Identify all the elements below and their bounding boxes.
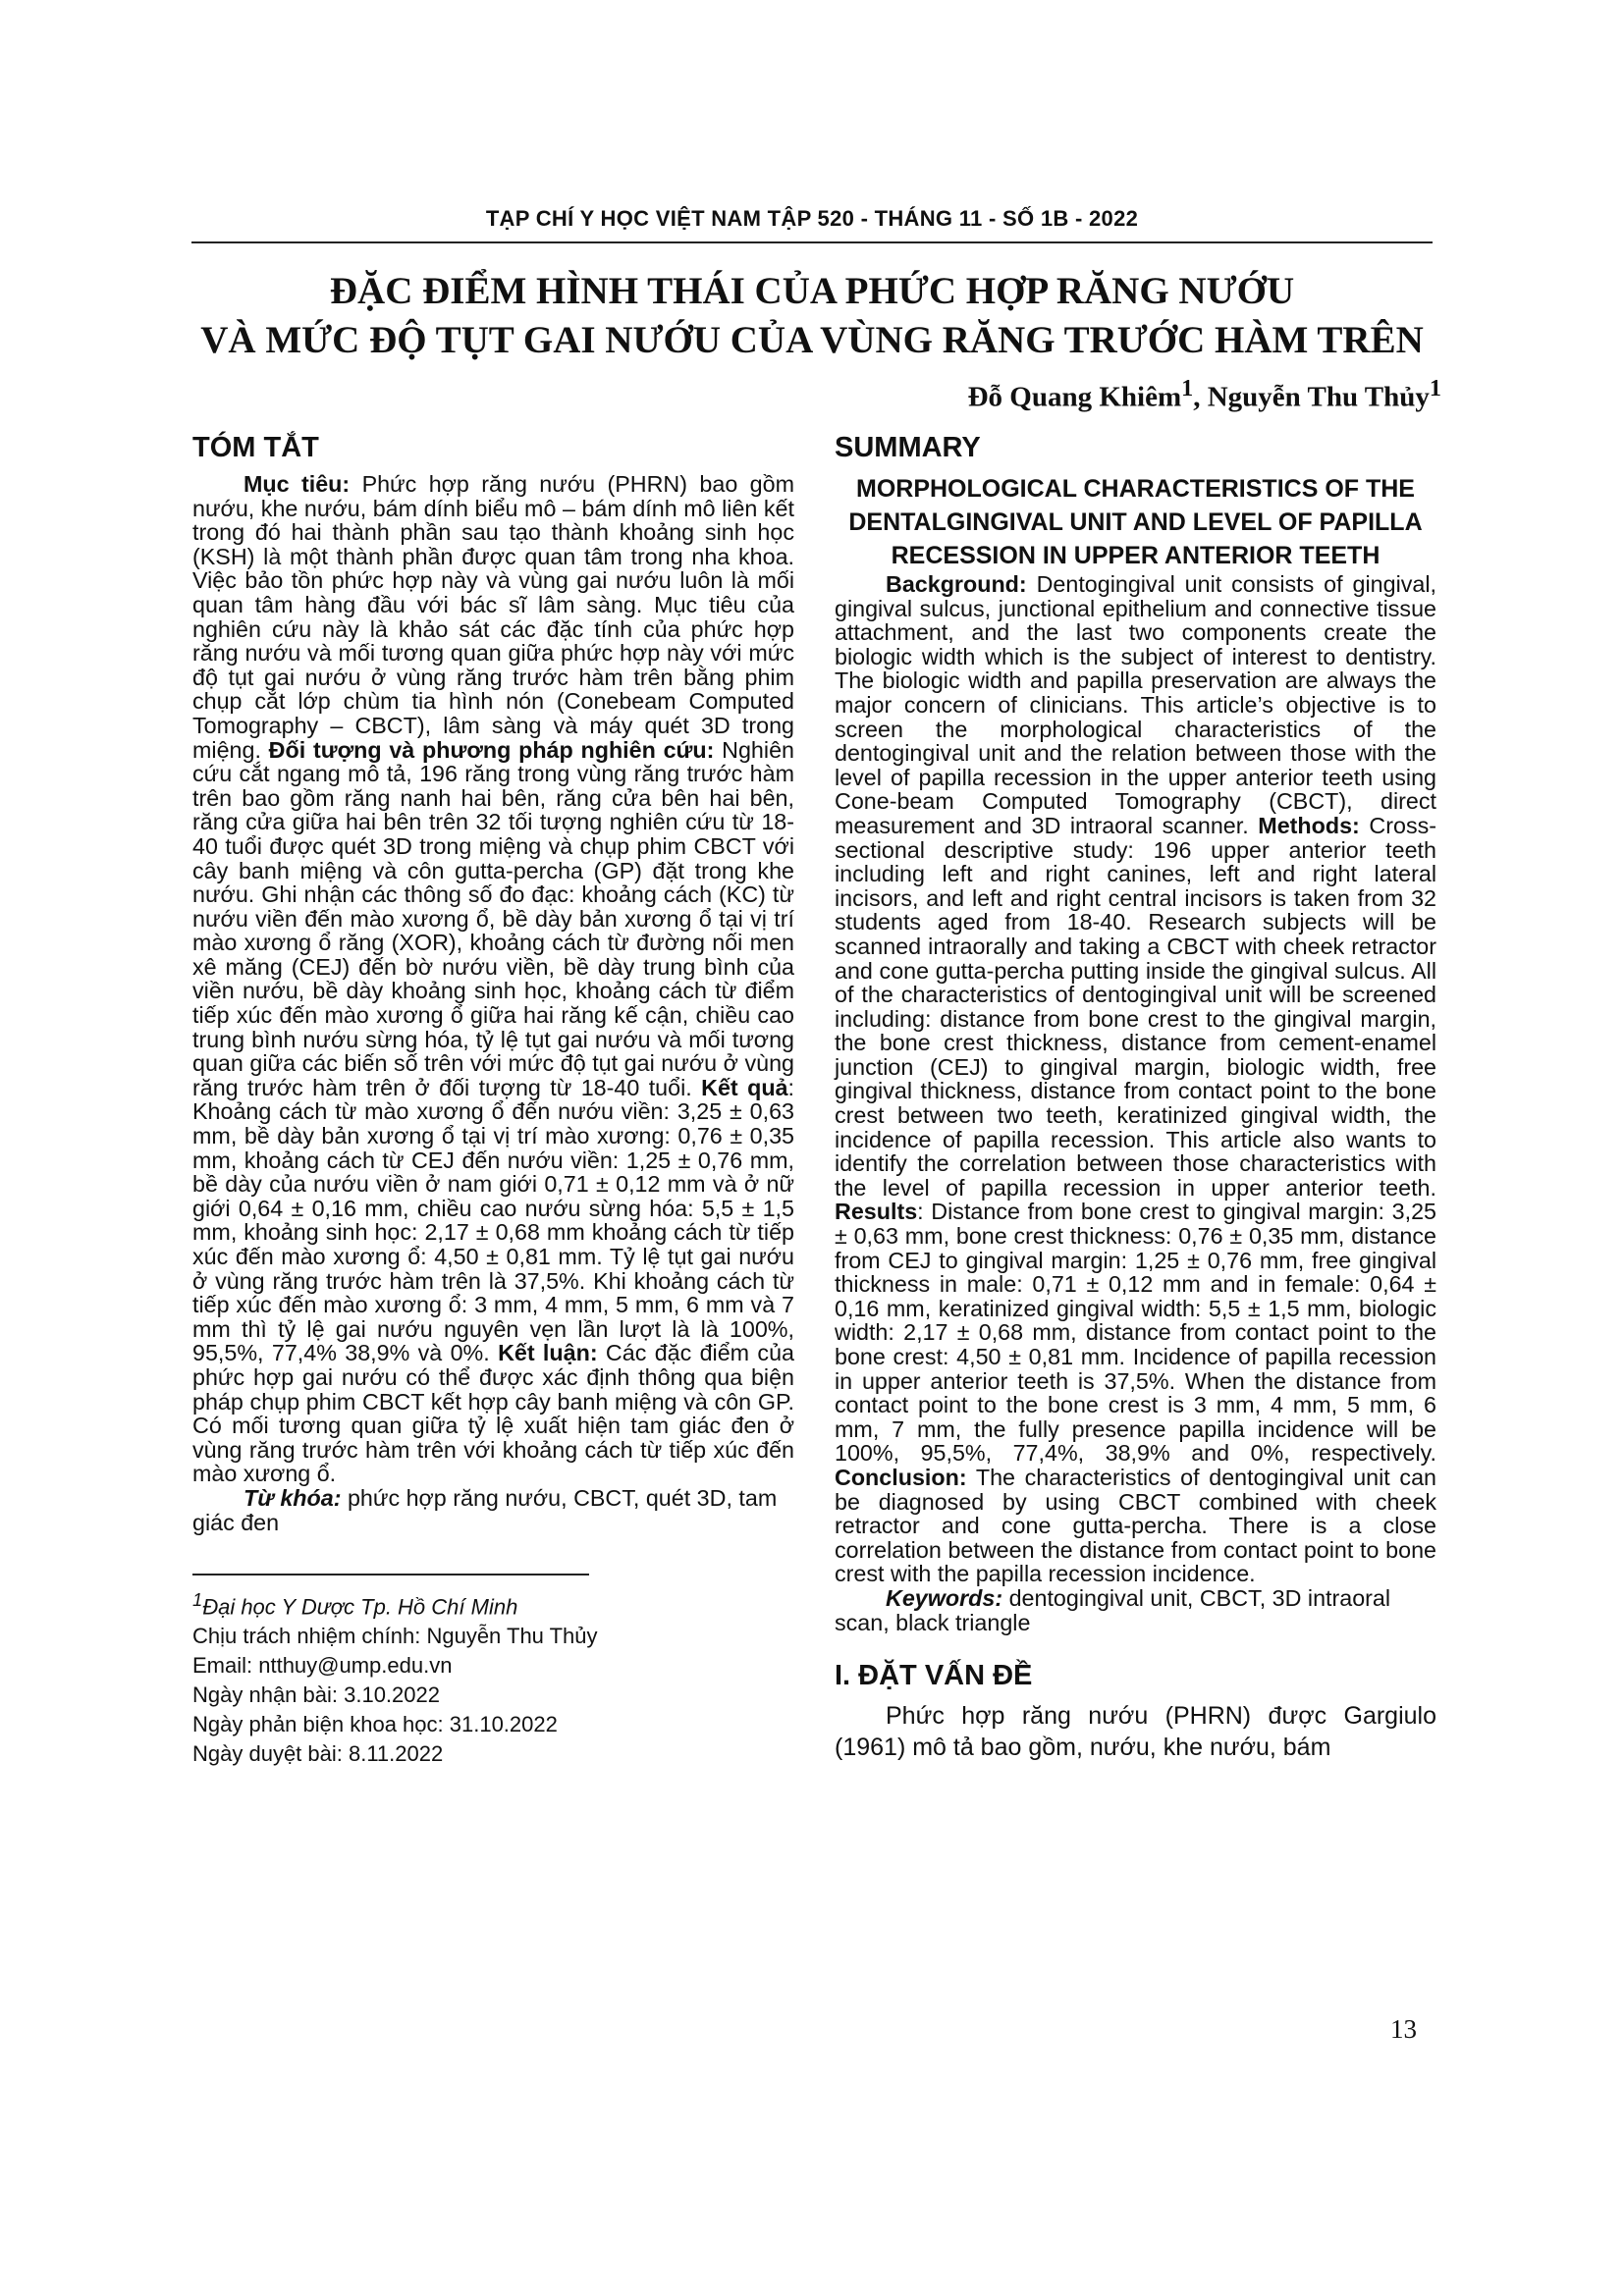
vi-methods-text: Nghiên cứu cắt ngang mô tả, 196 răng trong vùng răng trước hàm trên bao gồm răng nanh hai bên, răng cửa bên hai bên, răng cửa giữa hai bên trên 32 tối tượng nghiên cứu từ 18-40 tuổi được quét 3D trong miệng và chụp phim CBCT với cây banh miệng và côn gutta-percha (GP) đặt trong khe nướu. Ghi nhận các thông số đo đạc: khoảng cách (KC) từ nướu viền đến mào xương ổ, bề dày bản xương ổ tại vị trí mào xương ổ răng (XOR), khoảng cách từ đường nối men xê măng (CEJ) đến bờ nướu viền, bề dày trung bình của viền nướu, bề dày khoảng sinh học, khoảng cách từ điểm tiếp xúc đến mào xương ổ giữa hai răng kế cận, chiều cao trung bình nướu sừng hóa, tỷ lệ tụt gai nướu và mối tương quan giữa các biến số trên với mức độ tụt gai nướu ở vùng răng trước hàm trên ở đối tượng từ 18-40 tuổi. — [192, 736, 794, 1100]
author-separator: , — [1193, 381, 1208, 413]
en-article-title: MORPHOLOGICAL CHARACTERISTICS OF THE DENTALGINGIVAL UNIT AND LEVEL OF PAPILLA RECESSION IN UPPER ANTERIOR TEETH — [848, 475, 1423, 569]
intro-heading: I. ĐẶT VẤN ĐỀ — [835, 1660, 1033, 1692]
article-title — [147, 267, 1477, 365]
page-number: 13 — [1390, 2014, 1417, 2044]
author-1: Đỗ Quang Khiêm — [967, 381, 1182, 413]
footnote-email: Email: ntthuy@ump.edu.vn — [192, 1653, 453, 1679]
en-keywords — [835, 1586, 1436, 1634]
en-keywords-label: Keywords: — [886, 1584, 1003, 1611]
title-line-1: ĐẶC ĐIỂM HÌNH THÁI CỦA PHỨC HỢP RĂNG NƯỚU — [329, 270, 1295, 312]
vi-objective-text: Phức hợp răng nướu (PHRN) bao gồm nướu, khe nướu, bám dính biểu mô – bám dính mô liên kết trong đó hai thành phần sau tạo thành khoảng sinh học (KSH) là một thành phần được quan tâm trong nha khoa. Việc bảo tồn phức hợp này và vùng gai nướu luôn là mối quan tâm hàng đầu với bác sĩ lâm sàng. Mục tiêu của nghiên cứu này là khảo sát các đặc tính của phức hợp răng nướu và mối tương quan giữa phức hợp này với mức độ tụt gai nướu ở vùng răng trước hàm trên bằng phim chụp cắt lớp chùm tia hình nón (Conebeam Computed Tomography – CBCT), lâm sàng và máy quét 3D trong miệng. — [192, 471, 794, 763]
vi-abstract-heading: TÓM TẮT — [192, 432, 319, 463]
intro-paragraph: Phức hợp răng nướu (PHRN) được Gargiulo (1961) mô tả bao gồm, nướu, khe nướu, bám — [835, 1702, 1436, 1762]
en-methods-text: Cross-sectional descriptive study: 196 upper anterior teeth including left and right canines, left and right lateral incisors, and left and right central incisors is taken from 32 students aged from 18-40. Research subjects will be scanned intraorally and taking a CBCT with cheek retractor and cone gutta-percha putting inside the gingival sulcus. All of the characteristics of dentogingival unit will be screened including: distance from bone crest to the gingival margin, the bone crest thickness, distance from cement-enamel junction (CEJ) to gingival margin, biologic width, free gingival thickness, distance from contact point to the bone crest between two teeth, keratinized gingival width, the incidence of papilla recession. This article also wants to identify the correlation between those characteristics with the level of papilla recession in upper anterior teeth. — [835, 812, 1436, 1201]
vi-methods-label: Đối tượng và phương pháp nghiên cứu: — [268, 736, 715, 763]
en-conclusion-text: The characteristics of dentogingival unit can be diagnosed by using CBCT combined with cheek retractor and cone gutta-percha. There is a close correlation between the distance from contact point to bone crest with the papilla recession incidence. — [835, 1464, 1436, 1587]
footnote-approved: Ngày duyệt bài: 8.11.2022 — [192, 1741, 444, 1767]
title-line-2: VÀ MỨC ĐỘ TỤT GAI NƯỚU CỦA VÙNG RĂNG TRƯỚC HÀM TRÊN — [200, 319, 1424, 361]
vi-abstract-body — [192, 472, 794, 1486]
vi-keywords-label: Từ khóa: — [244, 1484, 342, 1511]
vi-conclusion-label: Kết luận: — [498, 1340, 598, 1366]
left-column — [192, 432, 794, 1769]
vi-keywords — [192, 1486, 794, 1534]
author-1-affiliation-mark: 1 — [1181, 375, 1194, 401]
footnote-affiliation — [192, 1585, 794, 1622]
author-2-affiliation-mark: 1 — [1429, 375, 1441, 401]
author-list — [968, 375, 1441, 414]
footnote-divider — [192, 1574, 589, 1575]
footnote — [192, 1585, 794, 1769]
vi-results-label: Kết quả — [701, 1074, 788, 1100]
footnote-affiliation-mark: 1 — [192, 1589, 203, 1611]
footnote-affiliation-text: Đại học Y Dược Tp. Hồ Chí Minh — [202, 1594, 518, 1620]
en-background-label: Background: — [886, 571, 1027, 597]
journal-header: TẠP CHÍ Y HỌC VIỆT NAM TẬP 520 - THÁNG 11 - SỐ 1B - 2022 — [191, 206, 1433, 243]
vi-objective-label: Mục tiêu: — [244, 471, 351, 497]
footnote-received: Ngày nhận bài: 3.10.2022 — [192, 1682, 440, 1708]
vi-keywords-text: phức hợp răng nướu, CBCT, quét 3D, tam giác đen — [192, 1484, 778, 1535]
footnote-reviewed: Ngày phản biện khoa học: 31.10.2022 — [192, 1712, 558, 1737]
footnote-responsible: Chịu trách nhiệm chính: Nguyễn Thu Thủy — [192, 1624, 598, 1649]
en-results-label: Results — [835, 1199, 918, 1225]
en-abstract-body — [835, 572, 1436, 1586]
vi-results-text: : Khoảng cách từ mào xương ổ đến nướu viền: 3,25 ± 0,63 mm, bề dày bản xương ổ tại vị trí mào xương: 0,76 ± 0,35 mm, khoảng cách từ CEJ đến nướu viền: 1,25 ± 0,76 mm, bề dày của nướu viền ở nam giới 0,71 ± 0,12 mm và ở nữ giới 0,64 ± 0,16 mm, chiều cao nướu sừng hóa: 5,5 ± 1,5 mm, khoảng sinh học: 2,17 ± 0,68 mm khoảng cách từ tiếp xúc đến mào xương ổ: 4,50 ± 0,81 mm. Tỷ lệ tụt gai nướu ở vùng răng trước hàm trên là 37,5%. Khi khoảng cách từ tiếp xúc đến mào xương ổ: 3 mm, 4 mm, 5 mm, 6 mm và 7 mm thì tỷ lệ gai nướu nguyên vẹn lần lượt là là 100%, 95,5%, 77,4% 38,9% và 0%. — [192, 1074, 794, 1366]
vi-conclusion-text: Các đặc điểm của phức hợp gai nướu có thể được xác định thông qua biện pháp chụp phim CBCT kết hợp cây banh miệng và côn GP. Có mối tương quan giữa tỷ lệ xuất hiện tam giác đen ở vùng răng trước hàm trên với khoảng cách từ tiếp xúc đến mào xương ổ. — [192, 1340, 794, 1487]
en-abstract-heading: SUMMARY — [835, 432, 981, 463]
en-conclusion-label: Conclusion: — [835, 1464, 967, 1490]
author-2: Nguyễn Thu Thủy — [1207, 381, 1430, 413]
en-keywords-text: dentogingival unit, CBCT, 3D intraoral scan, black triangle — [835, 1584, 1391, 1635]
right-column — [835, 432, 1436, 1763]
en-background-text: Dentogingival unit consists of gingival, gingival sulcus, junctional epithelium and connective tissue attachment, and the last two components create the biologic width which is the subject of interest to dentistry. The biologic width and papilla preservation are always the major concern of clinicians. This article’s objective is to screen the morphological characteristics of the dentogingival unit and the relation between those with the level of papilla recession in the upper anterior teeth using Cone-beam Computed Tomography (CBCT), direct measurement and 3D intraoral scanner. — [835, 571, 1436, 838]
en-results-text: : Distance from bone crest to gingival margin: 3,25 ± 0,63 mm, bone crest thickness: 0,76 ± 0,35 mm, distance from CEJ to gingival margin: 1,25 ± 0,76 mm, free gingival thickness in male: 0,71 ± 0,12 mm and in female: 0,64 ± 0,16 mm, keratinized gingival width: 5,5 ± 1,5 mm, biologic width: 2,17 ± 0,68 mm, distance from contact point to the bone crest: 4,50 ± 0,81 mm. Incidence of papilla recession in upper anterior teeth is 37,5%. When the distance from contact point to the bone crest is 3 mm, 4 mm, 5 mm, 6 mm, 7 mm, the fully presence papilla incidence will be 100%, 95,5%, 77,4%, 38,9% and 0%, respectively. — [835, 1199, 1436, 1467]
en-methods-label: Methods: — [1258, 812, 1360, 838]
